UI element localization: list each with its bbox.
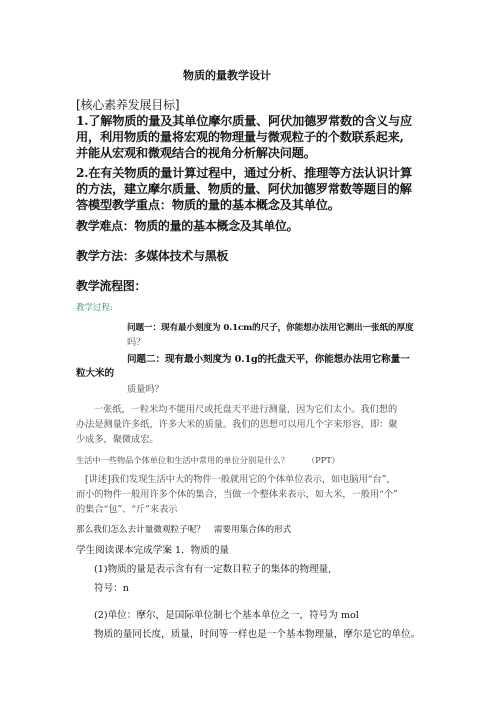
teaching-difficulty: 教学难点：物质的量的基本概念及其单位。 bbox=[76, 219, 299, 233]
paragraph1-line3: 少成多，聚微成宏。 bbox=[76, 434, 159, 445]
question1-line1: 问题一：现有最小刻度为 0.1cm的尺子，你能想办法用它测出一张纸的厚度 bbox=[127, 323, 414, 333]
paragraph1-line1: 一张纸，一粒米均不能用尺或托盘天平进行测量，因为它们太小。我们想的 bbox=[94, 404, 398, 415]
question2-line1: 问题二：现有最小刻度为 0.1g的托盘天平，你能想办法用它称量一 bbox=[127, 354, 410, 365]
lecture-line3: 的集合“包”、“斤”来表示 bbox=[76, 504, 178, 515]
lecture-line2: 而小的物件一般用许多个体的集合，当做一个整体来表示，如大米，一般用“个” bbox=[76, 489, 398, 500]
question1-line2: 吗？ bbox=[127, 337, 146, 348]
goal2-line2: 的方法，建立摩尔质量、物质的量、阿伏加德罗常数等题目的解 bbox=[76, 182, 412, 196]
goal1-line2: 用，利用物质的量将宏观的物理量与微观粒子的个数联系起来, bbox=[76, 130, 404, 144]
micro-answer: 需要用集合体的形式 bbox=[213, 525, 292, 535]
goal1-line3: 并能从宏观和微观结合的视角分析解决问题。 bbox=[76, 146, 316, 160]
teaching-method: 教学方法：多媒体技术与黑板 bbox=[76, 249, 229, 263]
life-units-question bbox=[76, 456, 340, 464]
lecture-line1: [讲述]我们发现生活中大的物件一般就用它的个体单位表示，如电脑用“台”， bbox=[85, 474, 396, 485]
doc-title: 物质的量教学设计 bbox=[183, 69, 271, 82]
item2-explanation: 物质的量同长度，质量，时间等一样也是一个基本物理量，摩尔是它的单位。 bbox=[94, 629, 421, 640]
teaching-process-label: 教学过程: bbox=[76, 303, 113, 313]
goal2-line1: 2.在有关物质的量计算过程中，通过分析、推理等方法认识计算 bbox=[76, 166, 412, 180]
goal2-line3: 答模型教学重点：物质的量的基本概念及其单位。 bbox=[76, 198, 340, 212]
teaching-flowchart-label: 教学流程图： bbox=[76, 279, 147, 293]
goals-header: [核心素养发展目标] bbox=[76, 98, 180, 112]
ppt-tag: （PPT） bbox=[306, 455, 340, 465]
micro-particles-line bbox=[76, 526, 291, 535]
life-units-text: 生活中一些物品个体单位和生活中常用的单位分别是什么？ bbox=[76, 455, 289, 465]
micro-question: 那么我们怎么去计量微观粒子呢？ bbox=[76, 525, 205, 535]
question2-line2: 粒大米的 bbox=[76, 368, 114, 379]
item1-symbol: 符号：n bbox=[94, 583, 129, 594]
question2-line3: 质量吗？ bbox=[127, 384, 164, 395]
item1-definition: (1)物质的量是表示含有有一定数目粒子的集体的物理量, bbox=[94, 564, 332, 575]
goal1-line1: 1.了解物质的量及其单位摩尔质量、阿伏加德罗常数的含义与应 bbox=[76, 114, 412, 128]
item2-unit: (2)单位：摩尔，是国际单位制七个基本单位之一，符号为 mol bbox=[94, 610, 359, 621]
paragraph1-line2: 办法是测量许多纸，许多大米的质量。我们的思想可以用几个字来形容，即：聚 bbox=[76, 419, 398, 430]
student-case-line: 学生阅读课本完成学案 1．物质的量 bbox=[76, 545, 230, 556]
